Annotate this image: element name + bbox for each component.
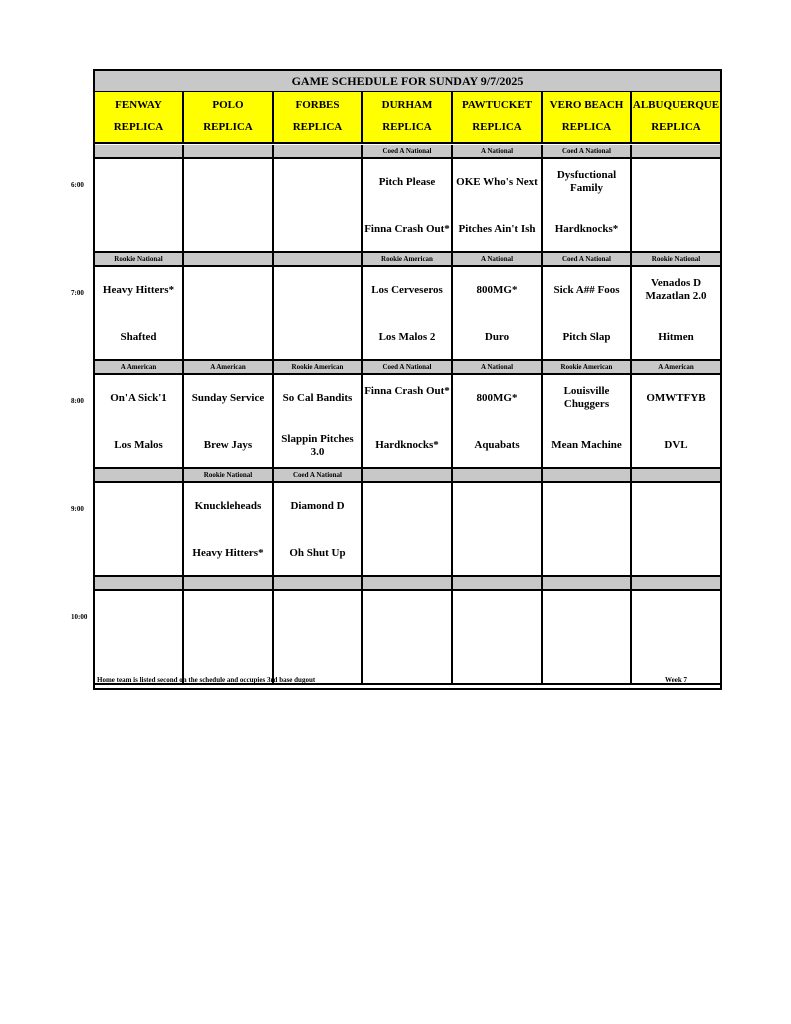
home-team: Pitches Ain't Ish: [458, 223, 536, 235]
division-label: [274, 145, 363, 157]
game-cell: [453, 159, 543, 251]
game-cell: [184, 591, 274, 683]
venue-subtitle: REPLICA: [472, 121, 522, 133]
venue-name: FORBES: [295, 99, 340, 111]
venue-header: [453, 92, 543, 144]
division-label: A American: [658, 363, 694, 371]
away-team: Sick A## Foos: [553, 284, 620, 296]
home-team: Los Malos: [114, 439, 163, 451]
away-team: Diamond D: [290, 500, 345, 512]
game-cell: [453, 375, 543, 467]
division-label: [453, 577, 543, 589]
home-team: Heavy Hitters*: [192, 547, 264, 559]
schedule-table: [93, 69, 722, 690]
division-label: [453, 469, 543, 481]
game-cell: [543, 159, 632, 251]
away-team: Dysfuctional Family: [556, 169, 617, 194]
away-team: Knuckleheads: [194, 500, 262, 512]
time-label: 9:00: [71, 505, 84, 513]
home-team: Hardknocks*: [554, 223, 619, 235]
schedule-title: GAME SCHEDULE FOR SUNDAY 9/7/2025: [95, 71, 720, 92]
division-label: [184, 253, 274, 265]
away-team: OMWTFYB: [646, 392, 706, 404]
venue-name: DURHAM: [381, 99, 433, 111]
away-team: Pitch Please: [378, 176, 436, 188]
division-label: Rookie National: [95, 253, 184, 265]
game-cell: [95, 375, 184, 467]
away-team: Venados D Mazatlan 2.0: [645, 277, 707, 302]
game-cell: [632, 375, 720, 467]
game-cell: [632, 159, 720, 251]
division-band: [95, 361, 720, 375]
game-cell: [95, 159, 184, 251]
game-cell: [184, 483, 274, 575]
game-cell: [363, 159, 453, 251]
division-label: A National: [453, 361, 543, 373]
time-label: 10:00: [71, 613, 88, 621]
home-team: Pitch Slap: [562, 331, 611, 343]
division-label: Coed A National: [363, 145, 453, 157]
venue-name: VERO BEACH: [549, 99, 624, 111]
game-cell: [453, 483, 543, 575]
division-label: [543, 469, 632, 481]
away-team: Heavy Hitters*: [102, 284, 175, 296]
venue-header: [274, 92, 363, 144]
away-team: Sunday Service: [191, 392, 265, 404]
division-label: Rookie National: [184, 469, 274, 481]
home-team: Oh Shut Up: [289, 547, 346, 559]
game-cell: [274, 267, 363, 359]
division-label: [95, 145, 184, 157]
division-label: [632, 145, 720, 157]
venue-subtitle: REPLICA: [203, 121, 253, 133]
time-slot-row: [95, 159, 720, 253]
division-label: Coed A National: [363, 361, 453, 373]
division-band: [95, 577, 720, 591]
division-label: [543, 577, 632, 589]
away-team: Finna Crash Out*: [364, 385, 450, 397]
division-band: [95, 253, 720, 267]
division-label: Rookie American: [543, 361, 632, 373]
time-slot-row: [95, 483, 720, 577]
home-team: DVL: [664, 439, 688, 451]
game-cell: [543, 267, 632, 359]
division-label: Coed A National: [543, 145, 632, 157]
game-cell: [363, 591, 453, 683]
week-label: Week 7: [665, 676, 687, 684]
home-team: Slappin Pitches 3.0: [281, 433, 354, 458]
game-cell: [184, 159, 274, 251]
home-team: Hardknocks*: [375, 439, 439, 451]
game-cell: [453, 267, 543, 359]
game-cell: [632, 267, 720, 359]
division-label: A American: [95, 361, 184, 373]
game-cell: [184, 267, 274, 359]
division-label: [95, 577, 184, 589]
division-label: [363, 469, 453, 481]
time-slot-row: [95, 375, 720, 469]
venue-subtitle: REPLICA: [292, 121, 343, 133]
away-team: Louisville Chuggers: [563, 385, 610, 410]
division-label: [363, 577, 453, 589]
away-team: Los Cerveseros: [371, 284, 443, 296]
venue-subtitle: REPLICA: [382, 121, 432, 133]
home-team: Shafted: [120, 331, 157, 343]
game-cell: [95, 267, 184, 359]
time-label: 6:00: [71, 181, 84, 189]
division-label: [184, 577, 274, 589]
game-cell: [632, 591, 720, 683]
game-cell: [632, 483, 720, 575]
home-team: Los Malos 2: [378, 331, 436, 343]
division-label: Rookie National: [651, 255, 701, 263]
venue-subtitle: REPLICA: [113, 121, 164, 133]
venue-name: ALBUQUERQUE: [632, 99, 720, 111]
venue-header: [543, 92, 632, 144]
division-label: Rookie American: [363, 253, 453, 265]
time-label: 8:00: [71, 397, 84, 405]
venue-name: FENWAY: [115, 99, 162, 111]
division-label: A National: [453, 145, 543, 157]
home-team: Brew Jays: [203, 439, 253, 451]
game-cell: [363, 267, 453, 359]
division-label: [274, 577, 363, 589]
away-team: So Cal Bandits: [282, 392, 353, 404]
time-label: 7:00: [71, 289, 84, 297]
game-cell: [543, 375, 632, 467]
division-label: A National: [453, 253, 543, 265]
game-cell: [543, 483, 632, 575]
schedule-footer: [95, 673, 720, 688]
time-slot-row: [95, 267, 720, 361]
division-band: [95, 469, 720, 483]
home-team: Mean Machine: [551, 439, 622, 451]
division-label: [632, 577, 720, 589]
division-label: A American: [184, 361, 274, 373]
game-cell: [274, 483, 363, 575]
game-cell: [95, 483, 184, 575]
division-label: [184, 145, 274, 157]
game-cell: [274, 591, 363, 683]
game-cell: [363, 483, 453, 575]
game-cell: [363, 375, 453, 467]
division-label: Rookie American: [274, 361, 363, 373]
division-label: [274, 253, 363, 265]
division-label: Coed A National: [274, 469, 363, 481]
home-team: Finna Crash Out*: [364, 223, 450, 235]
game-cell: [274, 159, 363, 251]
time-slot-row: [95, 591, 720, 685]
game-cell: [543, 591, 632, 683]
game-cell: [274, 375, 363, 467]
venue-name: PAWTUCKET: [461, 99, 533, 111]
away-team: OKE Who's Next: [456, 176, 538, 188]
venue-subtitle: REPLICA: [561, 121, 612, 133]
division-band: [95, 145, 720, 159]
venue-header: [363, 92, 453, 144]
home-team: Hitmen: [658, 331, 694, 343]
division-label: [95, 469, 184, 481]
venue-header: [632, 92, 720, 144]
away-team: On'A Sick'1: [110, 392, 167, 404]
away-team: 800MG*: [476, 392, 518, 404]
game-cell: [453, 591, 543, 683]
game-cell: [184, 375, 274, 467]
division-label: Coed A National: [543, 253, 632, 265]
venue-name: POLO: [212, 99, 244, 111]
division-label: [632, 469, 720, 481]
away-team: 800MG*: [476, 284, 518, 296]
venue-header: [184, 92, 274, 144]
venue-header: [95, 92, 184, 144]
footer-note: Home team is listed second on the schedule and occupies 3rd base dugout: [97, 676, 316, 684]
home-team: Aquabats: [474, 439, 520, 451]
home-team: Duro: [484, 331, 510, 343]
venue-subtitle: REPLICA: [651, 121, 701, 133]
game-cell: [95, 591, 184, 683]
